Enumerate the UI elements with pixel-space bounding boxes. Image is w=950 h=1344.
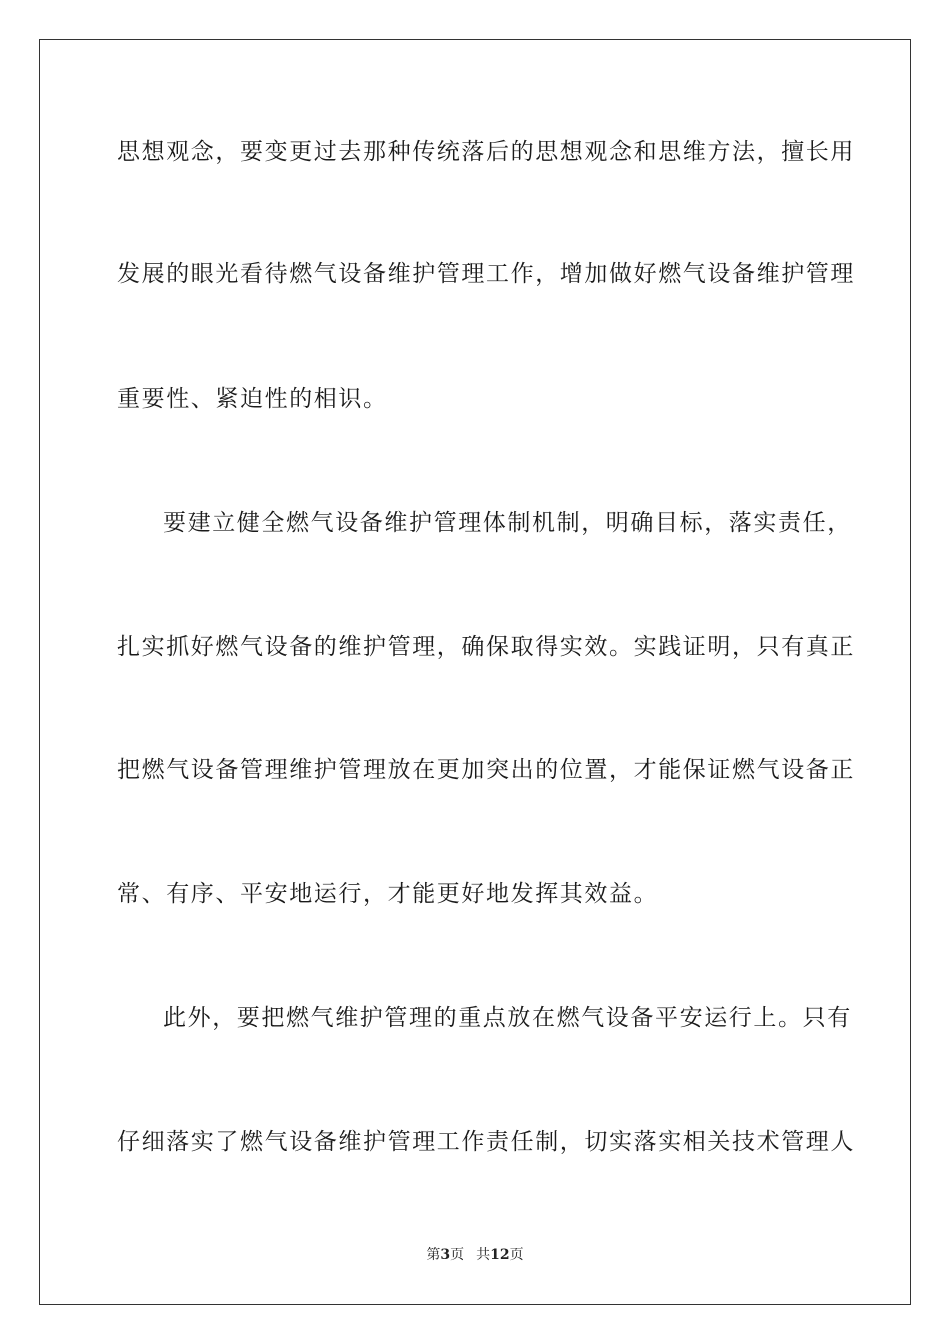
page-prefix: 第 <box>426 1247 441 1263</box>
paragraph-start-line: 此外，要把燃气维护管理的重点放在燃气设备平安运行上。只有 <box>163 1005 852 1031</box>
text-line: 扎实抓好燃气设备的维护管理，确保取得实效。实践证明，只有真正 <box>117 634 855 660</box>
text-line: 重要性、紧迫性的相识。 <box>117 386 388 412</box>
page-suffix: 页 <box>450 1247 465 1263</box>
text-line: 发展的眼光看待燃气设备维护管理工作，增加做好燃气设备维护管理 <box>117 261 855 287</box>
text-line: 把燃气设备管理维护管理放在更加突出的位置，才能保证燃气设备正 <box>117 757 855 783</box>
text-line: 仔细落实了燃气设备维护管理工作责任制，切实落实相关技术管理人 <box>117 1129 855 1155</box>
text-line: 常、有序、平安地运行，才能更好地发挥其效益。 <box>117 881 659 907</box>
total-page-count: 12 <box>490 1247 510 1263</box>
page-border <box>39 39 911 1305</box>
total-suffix: 页 <box>509 1247 524 1263</box>
page-number-footer <box>0 1245 950 1265</box>
current-page-number: 3 <box>440 1247 451 1263</box>
total-prefix: 共 <box>476 1247 491 1263</box>
text-line: 思想观念，要变更过去那种传统落后的思想观念和思维方法，擅长用 <box>117 139 855 165</box>
paragraph-start-line: 要建立健全燃气设备维护管理体制机制，明确目标，落实责任， <box>163 510 852 536</box>
